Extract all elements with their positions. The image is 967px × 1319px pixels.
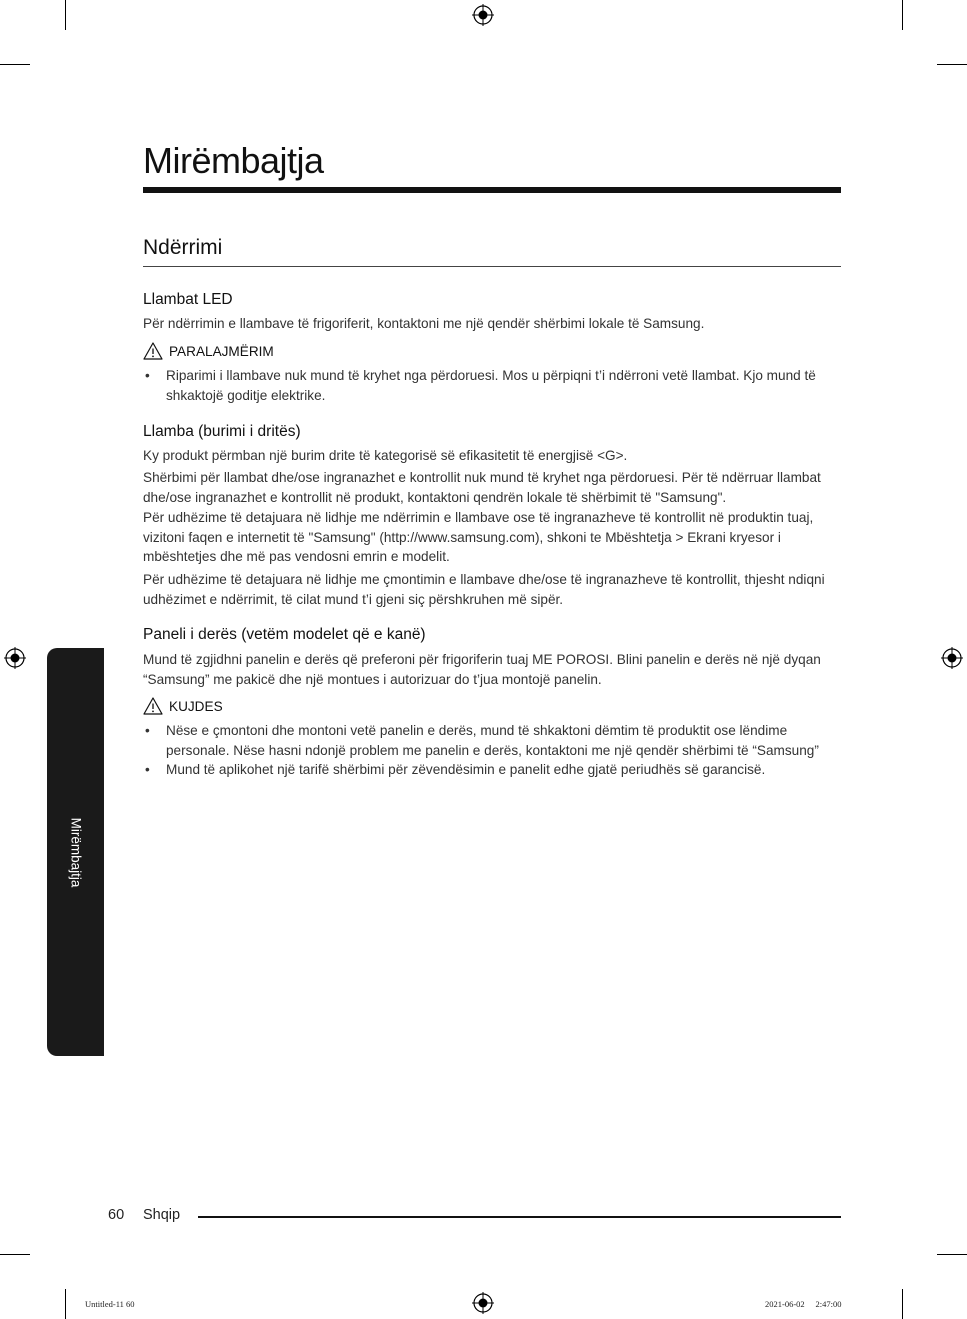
panel-text: Mund të zgjidhni panelin e derës që preferoni për frigoriferin tuaj ME POROSI. Blini panelin e derës në një dyqan “Samsung” me pakicë dhe një montues i autorizuar do t’jua montojë panelin. <box>143 652 821 687</box>
lamp-heading: Llamba (burimi i dritës) <box>143 423 301 440</box>
crop-mark <box>65 0 66 30</box>
lamp-paragraph: Shërbimi për llambat dhe/ose ingranazhet e kontrollit nuk mund të kryhet nga përdoruesi. Për të ndërruar llambat dhe/ose ingranazhet e kontrollit në produkt, kontaktoni qendrën lokale të shërbimit të "Samsung". <box>143 470 821 505</box>
led-text: Për ndërrimin e llambave të frigoriferit, kontaktoni me një qendër shërbimi lokale të Samsung. <box>143 316 705 331</box>
crop-mark <box>902 1289 903 1319</box>
warning-triangle-icon <box>143 342 163 360</box>
section-rule <box>143 266 841 267</box>
page-title: Mirëmbajtja <box>143 140 324 181</box>
lamp-paragraph: Ky produkt përmban një burim drite të kategorisë së efikasitetit të energjisë <G>. <box>143 448 628 463</box>
crop-mark <box>0 64 30 65</box>
footer-rule <box>198 1216 841 1218</box>
list-item: • Nëse e çmontoni dhe montoni vetë panelin e derës, mund të shkaktoni dëmtim të produktit ose lëndime personale. Nëse hasni ndonjë problem me panelin e derës, kontaktoni me një qendër shërbimi të “Samsung” <box>145 723 819 758</box>
list-item: • Riparimi i llambave nuk mund të kryhet nga përdoruesi. Mos u përpiqni t’i ndërroni vetë llambat. Kjo mund të shkaktojë goditje elektrike. <box>145 368 816 403</box>
crop-mark <box>0 1254 30 1255</box>
lamp-paragraph: Për udhëzime të detajuara në lidhje me ndërrimin e llambave ose të ingranazheve të kontrollit në produktin tuaj, vizitoni faqen e internetit të "Samsung" (http://www.samsung.com), shkoni te Mbështetja > Ekrani kryesor i mbështetjes dhe më pas vendosni emrin e modelit. <box>143 510 814 564</box>
page-number: 60 <box>108 1207 125 1223</box>
side-tab <box>47 648 104 1056</box>
print-slug-right: 2021-06-02   2:47:00 <box>765 1299 842 1309</box>
list-item: • Mund të aplikohet një tarifë shërbimi për zëvendësimin e panelit edhe gjatë periudhës së garancisë. <box>145 762 766 777</box>
crop-mark <box>65 1289 66 1319</box>
footer-language: Shqip <box>143 1207 181 1223</box>
lamp-paragraph: Për udhëzime të detajuara në lidhje me çmontimin e llambave dhe/ose të ingranazheve të kontrollit, thjesht ndiqni udhëzimet e ndërrimit, të cilat mund t’i gjeni siç përshkruhen më sipër. <box>143 572 825 607</box>
panel-heading: Paneli i derës (vetëm modelet që e kanë) <box>143 626 426 643</box>
panel-caution-list <box>143 721 843 780</box>
caution-triangle-icon <box>143 697 163 715</box>
led-heading: Llambat LED <box>143 291 233 308</box>
warning-label: PARALAJMËRIM <box>169 343 274 359</box>
crop-mark <box>902 0 903 30</box>
led-warning-list <box>143 366 843 405</box>
registration-mark-icon <box>941 647 963 669</box>
crop-mark <box>937 1254 967 1255</box>
warning-callout <box>143 342 274 360</box>
registration-mark-icon <box>472 1292 494 1314</box>
caution-callout <box>143 697 223 715</box>
registration-mark-icon <box>472 4 494 26</box>
crop-mark <box>937 64 967 65</box>
side-tab-label: Mirëmbajtja <box>68 817 83 887</box>
title-rule <box>143 187 841 193</box>
section-title: Ndërrimi <box>143 236 223 259</box>
caution-label: KUJDES <box>169 698 223 714</box>
print-slug-left: Untitled-11 60 <box>85 1299 135 1309</box>
registration-mark-icon <box>4 647 26 669</box>
